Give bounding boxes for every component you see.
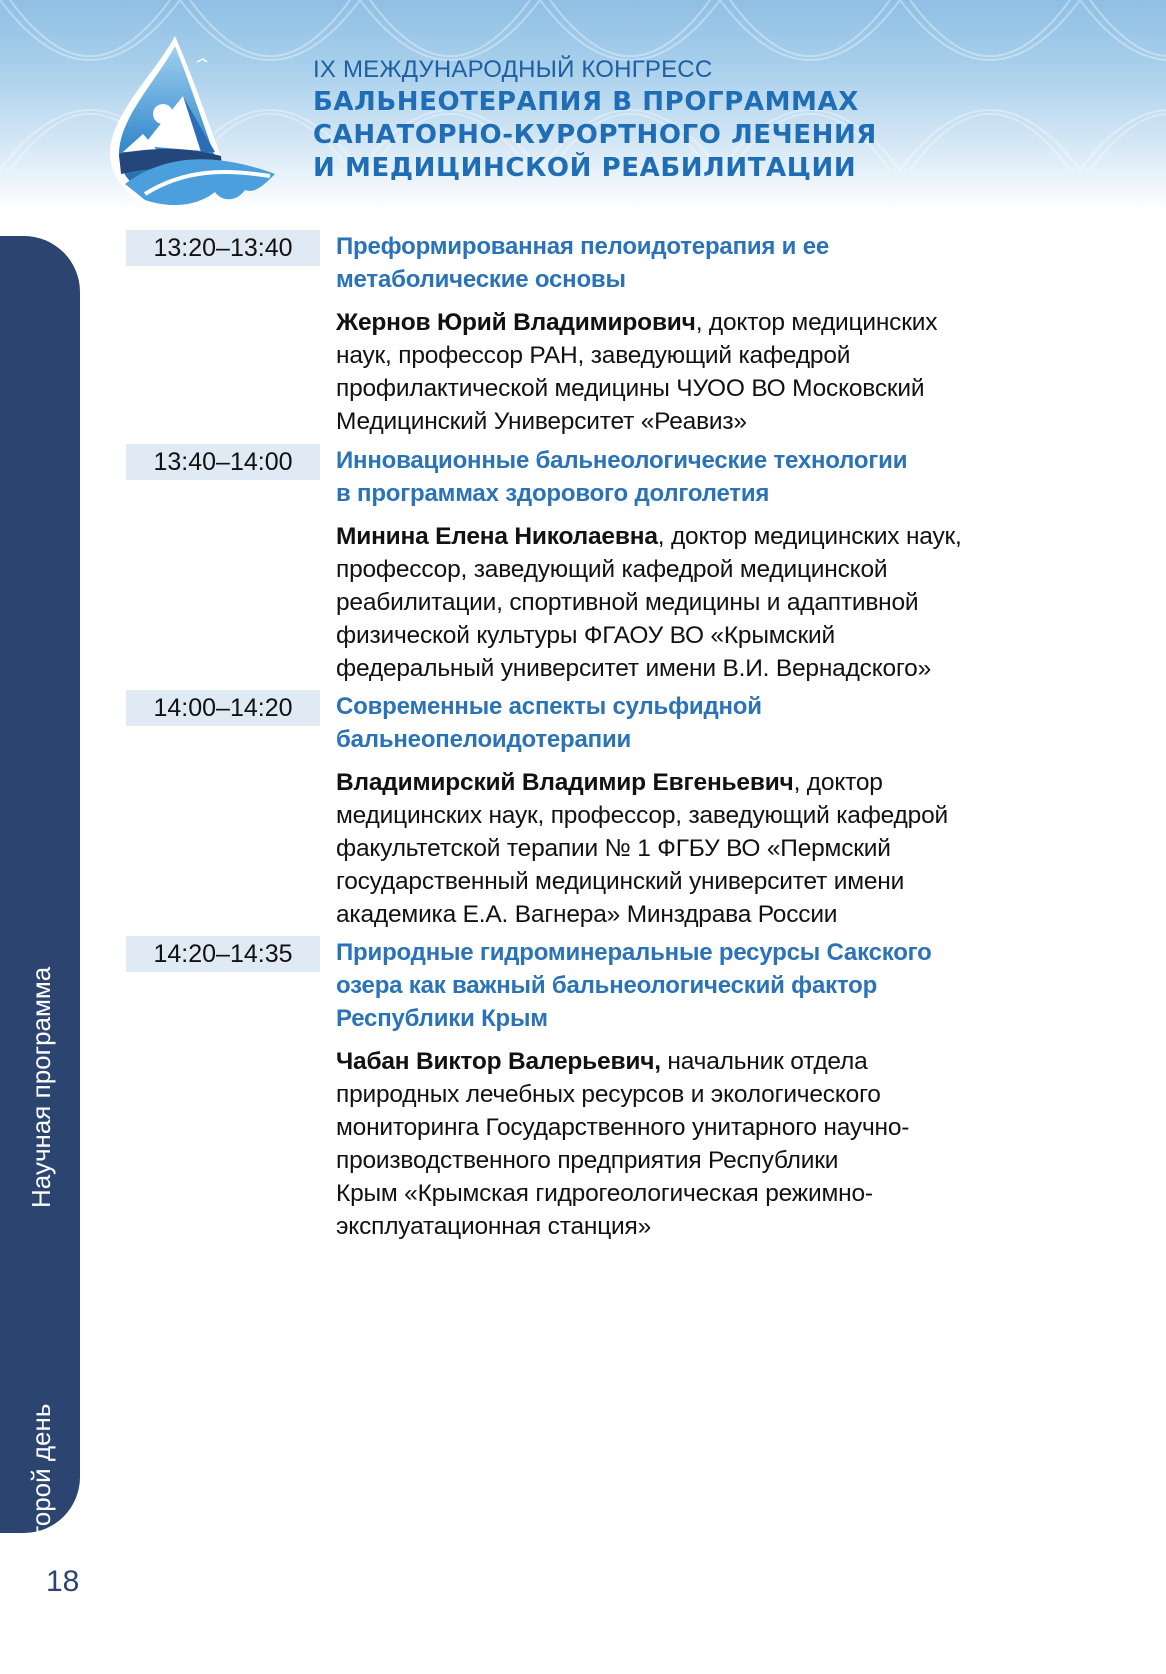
speaker-line: академика Е.А. Вагнера» Минздрава России xyxy=(336,901,838,928)
speaker-line: природных лечебных ресурсов и экологического xyxy=(336,1081,881,1108)
section-label: Научная программа xyxy=(26,966,56,1208)
separator: , xyxy=(657,523,665,550)
speaker-line: доктор медицинских xyxy=(702,309,938,336)
talk-title xyxy=(336,936,1036,1035)
congress-title-line: И МЕДИЦИНСКОЙ РЕАБИЛИТАЦИИ xyxy=(313,153,857,183)
talk-title-line: Природные гидроминеральные ресурсы Сакского xyxy=(336,939,932,966)
speaker-line: профилактической медицины ЧУОО ВО Московский xyxy=(336,375,925,402)
talk-title-line: Современные аспекты сульфидной xyxy=(336,693,762,720)
speaker-line: физической культуры ФГАОУ ВО «Крымский xyxy=(336,622,835,649)
time-slot: 13:40–14:00 xyxy=(126,444,320,480)
talk-title xyxy=(336,230,1036,296)
time-slot: 14:00–14:20 xyxy=(126,690,320,726)
speaker-name: Чабан Виктор Валерьевич, xyxy=(336,1048,661,1075)
speaker-line: доктор xyxy=(800,769,883,796)
day-label: 20 марта, второй день xyxy=(26,1403,56,1674)
talk-title xyxy=(336,444,1036,510)
speaker-line: Медицинский Университет «Реавиз» xyxy=(336,408,747,435)
speaker-line: Крым «Крымская гидрогеологическая режимно- xyxy=(336,1180,873,1207)
separator: , xyxy=(793,769,801,796)
speaker-info xyxy=(336,520,1036,685)
speaker-line: реабилитации, спортивной медицины и адаптивной xyxy=(336,589,919,616)
speaker-line: факультетской терапии № 1 ФГБУ ВО «Пермский xyxy=(336,835,891,862)
talk-title-line: Республики Крым xyxy=(336,1005,548,1032)
speaker-name: Владимирский Владимир Евгеньевич xyxy=(336,769,794,796)
speaker-name: Минина Елена Николаевна xyxy=(336,523,658,550)
speaker-line: государственный медицинский университет имени xyxy=(336,868,905,895)
talk-title-line: в программах здорового долголетия xyxy=(336,480,770,507)
time-slot: 14:20–14:35 xyxy=(126,936,320,972)
speaker-info xyxy=(336,1045,1036,1243)
page-header xyxy=(0,0,1166,230)
page-number: 18 xyxy=(46,1565,80,1598)
speaker-line: медицинских наук, профессор, заведующий кафедрой xyxy=(336,802,948,829)
speaker-name: Жернов Юрий Владимирович xyxy=(336,309,696,336)
speaker-info xyxy=(336,766,1036,931)
speaker-line: начальник отдела xyxy=(660,1048,868,1075)
congress-title-line: БАЛЬНЕОТЕРАПИЯ В ПРОГРАММАХ xyxy=(313,87,859,117)
speaker-info xyxy=(336,306,1036,438)
speaker-line: эксплуатационная станция» xyxy=(336,1213,652,1240)
separator: , xyxy=(695,309,703,336)
congress-title xyxy=(313,54,877,185)
speaker-line: профессор, заведующий кафедрой медицинской xyxy=(336,556,888,583)
water-drop-mountain-logo-icon xyxy=(105,34,285,214)
time-slot: 13:20–13:40 xyxy=(126,230,320,266)
talk-title-line: бальнеопелоидотерапии xyxy=(336,726,632,753)
speaker-line: мониторинга Государственного унитарного научно- xyxy=(336,1114,910,1141)
congress-number: IX МЕЖДУНАРОДНЫЙ КОНГРЕСС xyxy=(313,56,713,83)
speaker-line: федеральный университет имени В.И. Вернадского» xyxy=(336,655,932,682)
talk-title-line: метаболические основы xyxy=(336,266,626,293)
talk-title-line: Преформированная пелоидотерапия и ее xyxy=(336,233,830,260)
talk-title-line: Инновационные бальнеологические технологии xyxy=(336,447,908,474)
speaker-line: доктор медицинских наук, xyxy=(664,523,962,550)
speaker-line: производственного предприятия Республики xyxy=(336,1147,839,1174)
talk-title xyxy=(336,690,1036,756)
talk-title-line: озера как важный бальнеологический фактор xyxy=(336,972,878,999)
speaker-line: наук, профессор РАН, заведующий кафедрой xyxy=(336,342,851,369)
congress-title-line: САНАТОРНО-КУРОРТНОГО ЛЕЧЕНИЯ xyxy=(313,120,877,150)
